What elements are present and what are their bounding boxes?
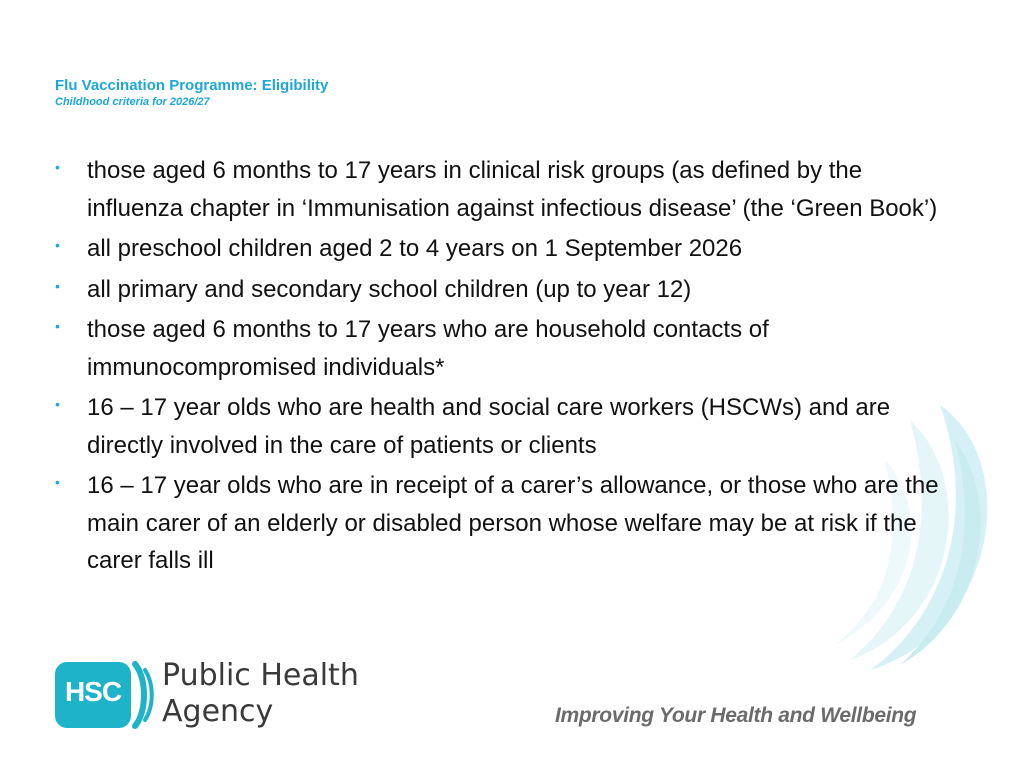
slide-subtitle: Childhood criteria for 2026/27	[55, 96, 210, 108]
slide-title: Flu Vaccination Programme: Eligibility	[55, 77, 329, 94]
hsc-public-health-agency-logo	[55, 658, 359, 738]
list-item	[55, 389, 960, 464]
bullet-icon: •	[55, 237, 60, 253]
list-item	[55, 271, 960, 309]
list-item-text: 16 – 17 year olds who are in receipt of a carer’s allowance, or those who are the main carer of an elderly or disabled person whose welfare may be at risk if the carer falls ill	[87, 472, 939, 574]
slide-header	[55, 77, 328, 109]
agency-name	[162, 658, 362, 730]
hsc-logo-text: HSC	[64, 676, 122, 707]
bullet-icon: •	[55, 474, 60, 490]
list-item-text: all preschool children aged 2 to 4 years on 1 September 2026	[87, 235, 743, 262]
bullet-icon: •	[55, 396, 60, 412]
agency-name-line-2: Agency	[162, 694, 274, 729]
list-item	[55, 467, 960, 580]
agency-name-line-1: Public Health	[162, 658, 359, 693]
list-item	[55, 152, 960, 227]
list-item-text: all primary and secondary school children (up to year 12)	[87, 275, 692, 303]
list-item-text: those aged 6 months to 17 years who are household contacts of immunocompromised individuals*	[87, 316, 769, 381]
list-item	[55, 311, 960, 386]
bullet-icon: •	[55, 277, 60, 294]
list-item	[55, 230, 960, 268]
list-item-text: those aged 6 months to 17 years in clinical risk groups (as defined by the influenza chapter in ‘Immunisation against infectious disease’ (the ‘Green Book’)	[87, 157, 938, 222]
tagline: Improving Your Health and Wellbeing	[555, 704, 917, 727]
eligibility-list	[55, 152, 960, 583]
list-item-text: 16 – 17 year olds who are health and social care workers (HSCWs) and are directly involved in the care of patients or clients	[87, 394, 891, 459]
bullet-icon: •	[55, 159, 60, 175]
bullet-icon: •	[55, 318, 60, 334]
